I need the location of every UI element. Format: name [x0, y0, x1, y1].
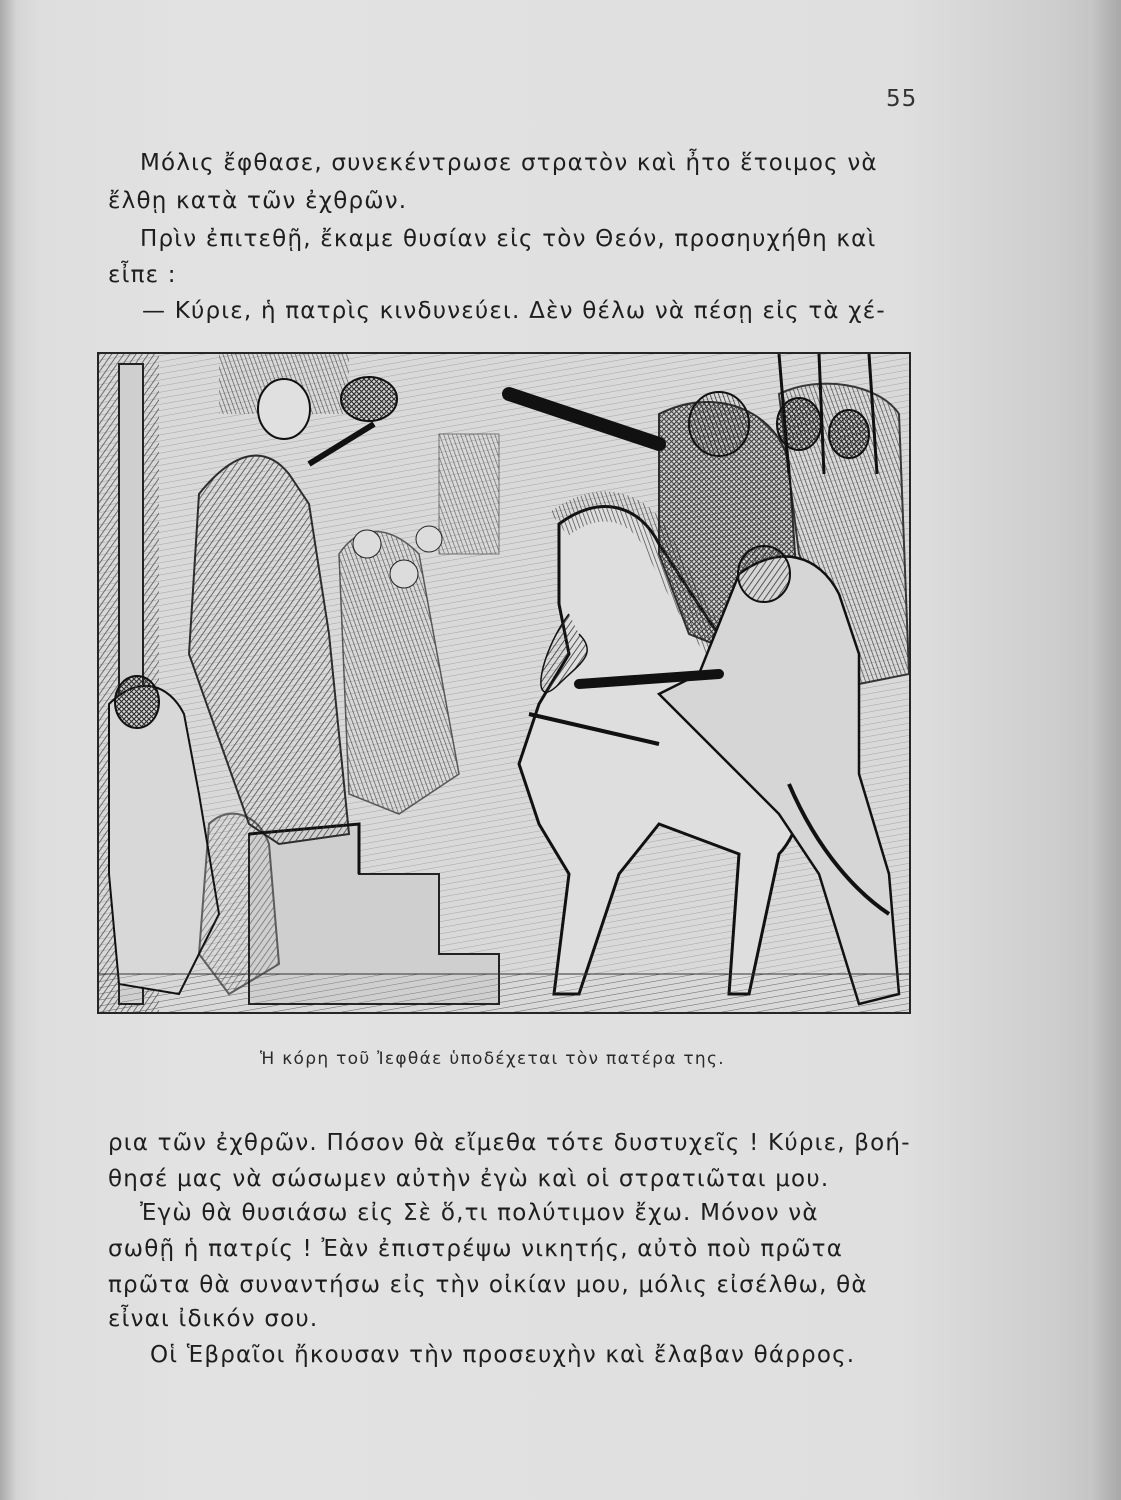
text-line-11: εἶναι ἰδικόν σου. — [108, 1306, 319, 1332]
text-line-9: σωθῇ ἡ πατρίς ! Ἐὰν ἐπιστρέψω νικητής, αὐτὸ ποὺ πρῶτα — [108, 1236, 844, 1262]
text-line-2: ἔλθῃ κατὰ τῶν ἐχθρῶν. — [108, 188, 408, 214]
text-line-1: Μόλις ἔφθασε, συνεκέντρωσε στρατὸν καὶ ἦτο ἕτοιμος νὰ — [140, 150, 878, 176]
text-line-12: Οἱ Ἑβραῖοι ἤκουσαν τὴν προσευχὴν καὶ ἔλαβαν θάρρος. — [150, 1342, 856, 1368]
text-line-4: εἶπε : — [108, 262, 177, 288]
text-line-8: Ἐγὼ θὰ θυσιάσω εἰς Σὲ ὅ,τι πολύτιμον ἔχω. Μόνον νὰ — [140, 1200, 819, 1226]
engraving-image — [99, 354, 909, 1012]
page-number: 55 — [886, 86, 918, 112]
text-line-10: πρῶτα θὰ συναντήσω εἰς τὴν οἰκίαν μου, μόλις εἰσέλθω, θὰ — [108, 1272, 868, 1298]
figure-caption: Ἡ κόρη τοῦ Ἰεφθάε ὑποδέχεται τὸν πατέρα της. — [260, 1049, 725, 1069]
text-line-3: Πρὶν ἐπιτεθῇ, ἔκαμε θυσίαν εἰς τὸν Θεόν, προσηυχήθη καὶ — [140, 226, 877, 252]
page-right-edge-shadow — [1089, 0, 1121, 1500]
text-line-6: ρια τῶν ἐχθρῶν. Πόσον θὰ εἴμεθα τότε δυστυχεῖς ! Κύριε, βοή- — [108, 1130, 911, 1156]
text-line-7: θησέ μας νὰ σώσωμεν αὐτὴν ἐγὼ καὶ οἱ στρατιῶται μου. — [108, 1166, 830, 1192]
page-left-edge — [0, 0, 16, 1500]
text-line-5: — Κύριε, ἡ πατρὶς κινδυνεύει. Δὲν θέλω νὰ πέσῃ εἰς τὰ χέ- — [142, 298, 886, 324]
engraving-illustration — [97, 352, 911, 1014]
